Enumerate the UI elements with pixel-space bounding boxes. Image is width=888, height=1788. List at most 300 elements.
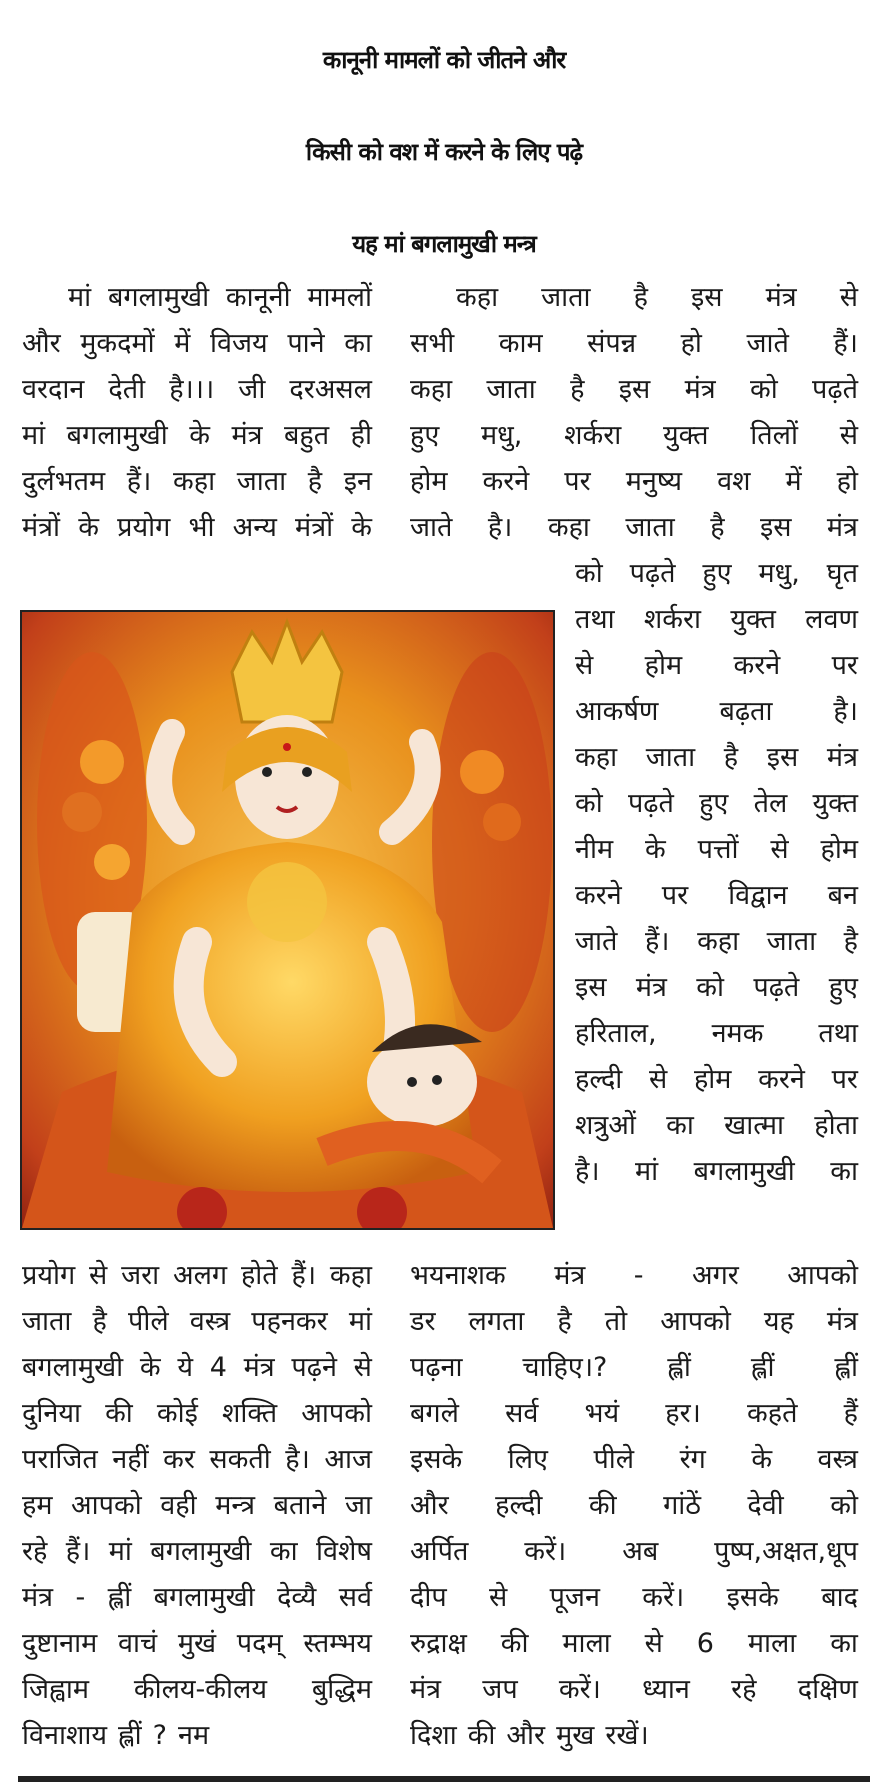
word: पर xyxy=(564,466,591,497)
word: बगलामुखी xyxy=(153,1582,255,1613)
text-line xyxy=(22,321,372,367)
word: जाते xyxy=(746,328,789,359)
word: इस xyxy=(766,742,799,773)
word: दक्षिण xyxy=(797,1674,858,1705)
word: मुकदमों xyxy=(80,328,155,359)
word: पीले xyxy=(127,1306,169,1337)
word: यह xyxy=(763,1306,794,1337)
word: सकती xyxy=(209,1444,271,1475)
word: जी xyxy=(238,374,266,405)
word: हल्दी xyxy=(495,1490,543,1521)
word: हैं। xyxy=(833,328,858,359)
word: माला xyxy=(747,1628,797,1659)
word: के xyxy=(189,420,210,451)
word: से xyxy=(649,1064,668,1095)
word: सर्व xyxy=(505,1398,539,1429)
word: मंत्रों xyxy=(295,512,334,543)
word: कहा xyxy=(575,742,618,773)
text-line xyxy=(22,505,372,551)
text-line xyxy=(22,1253,372,1299)
text-line xyxy=(22,1529,372,1575)
word: युक्त xyxy=(812,788,858,819)
word: का xyxy=(830,1156,858,1187)
word: को xyxy=(749,374,778,405)
word: पदम् xyxy=(236,1628,283,1659)
text-line xyxy=(410,1299,858,1345)
word: कर xyxy=(163,1444,195,1475)
word: भी xyxy=(188,512,215,543)
word: मंत्र xyxy=(826,1306,858,1337)
word: हुए xyxy=(702,558,732,589)
word: देव्यै xyxy=(277,1582,317,1613)
text-line xyxy=(410,459,858,505)
text-line xyxy=(410,1483,858,1529)
text-line xyxy=(410,413,858,459)
word: होम xyxy=(820,834,858,865)
text-line xyxy=(22,459,372,505)
word: हरिताल, xyxy=(575,1018,657,1049)
word: हम xyxy=(22,1490,53,1521)
word: पाने xyxy=(287,328,325,359)
word: हुए xyxy=(410,420,440,451)
word: बगलामुखी xyxy=(66,420,168,451)
text-line xyxy=(575,1103,858,1149)
word: - xyxy=(633,1260,644,1291)
word: पर xyxy=(831,650,858,681)
word: हर। xyxy=(665,1398,701,1429)
word: मंत्र xyxy=(243,1352,275,1383)
word: मन्त्र xyxy=(215,1490,256,1521)
text-line xyxy=(22,1437,372,1483)
word: वश xyxy=(717,466,751,497)
word: रहे xyxy=(731,1674,757,1705)
word: के xyxy=(139,1352,161,1383)
text-line xyxy=(410,321,858,367)
word: है xyxy=(570,374,585,405)
word: भयनाशक xyxy=(410,1260,506,1291)
word: जाता xyxy=(486,374,536,405)
word: युक्त xyxy=(730,604,776,635)
word: को xyxy=(575,558,603,589)
word: की xyxy=(588,1490,617,1521)
text-line xyxy=(575,1149,858,1195)
word: देवी xyxy=(747,1490,784,1521)
word: दिशा xyxy=(410,1720,457,1751)
word: ये xyxy=(177,1352,194,1383)
word: वही xyxy=(160,1490,197,1521)
word: नहीं xyxy=(112,1444,149,1475)
word: जाता xyxy=(541,282,591,313)
word: आपको xyxy=(301,1398,372,1429)
text-line xyxy=(575,827,858,873)
word: पढ़ते xyxy=(812,374,858,405)
word: जाते xyxy=(575,926,618,957)
text-line xyxy=(575,919,858,965)
word: आकर्षण xyxy=(575,696,659,727)
text-line xyxy=(410,1575,858,1621)
headline-line: किसी को वश में करने के लिए पढ़े xyxy=(305,138,583,166)
word: वस्त्र xyxy=(189,1306,231,1337)
word: है xyxy=(92,1306,107,1337)
word: संपन्न xyxy=(587,328,637,359)
text-line xyxy=(575,781,858,827)
word: पत्तों xyxy=(697,834,739,865)
word: काम xyxy=(498,328,543,359)
word: करें। xyxy=(642,1582,685,1613)
word: करने xyxy=(482,466,530,497)
word: से xyxy=(839,420,858,451)
text-line xyxy=(575,643,858,689)
word: है xyxy=(307,466,323,497)
word: से xyxy=(489,1582,508,1613)
word: में xyxy=(785,466,802,497)
word: के xyxy=(78,512,99,543)
word: से xyxy=(89,1260,108,1291)
word: अन्य xyxy=(232,512,277,543)
word: है। xyxy=(575,1156,600,1187)
word: से xyxy=(770,834,789,865)
word: रुद्राक्ष xyxy=(410,1628,467,1659)
word: का xyxy=(269,1536,298,1567)
word: मंत्र xyxy=(22,1582,54,1613)
word: आपको xyxy=(787,1260,858,1291)
word: चाहिए।? xyxy=(522,1352,608,1383)
word: माला xyxy=(562,1628,611,1659)
word: से xyxy=(839,282,858,313)
text-line xyxy=(22,1391,372,1437)
word: पढ़ते xyxy=(753,972,800,1003)
word: होम xyxy=(410,466,448,497)
word: के xyxy=(351,512,372,543)
headline-line: यह मां बगलामुखी मन्त्र xyxy=(352,230,536,258)
text-line xyxy=(22,367,372,413)
text-line xyxy=(22,1667,372,1713)
word: के xyxy=(644,834,666,865)
word: शत्रुओं xyxy=(575,1110,636,1141)
text-line xyxy=(410,1621,858,1667)
bottom-rule xyxy=(18,1776,870,1782)
word: इस xyxy=(575,972,607,1003)
word: तेल xyxy=(753,788,788,819)
word: पहनकर xyxy=(251,1306,328,1337)
word: हैं। xyxy=(126,466,152,497)
text-line xyxy=(22,1713,372,1759)
word: है।।। xyxy=(169,374,215,405)
word: सर्व xyxy=(338,1582,372,1613)
word: तथा xyxy=(575,604,615,635)
word: मां xyxy=(22,420,46,451)
word: पीले xyxy=(593,1444,635,1475)
word: मां xyxy=(635,1156,659,1187)
word: बगलामुखी xyxy=(22,1352,124,1383)
word: पढ़ना xyxy=(410,1352,463,1383)
word: जाता xyxy=(236,466,287,497)
goddess-baglamukhi-photo xyxy=(20,610,555,1230)
word: जरा xyxy=(121,1260,160,1291)
word: बढ़ता xyxy=(719,696,773,727)
word: दुर्लभतम xyxy=(22,466,106,497)
text-line xyxy=(22,1483,372,1529)
word: मुख xyxy=(556,1720,595,1751)
word: मंत्र xyxy=(231,420,263,451)
word: रंग xyxy=(679,1444,706,1475)
word: अगर xyxy=(691,1260,739,1291)
word: स्तम्भय xyxy=(303,1628,372,1659)
word: बगलामुखी xyxy=(107,282,210,313)
word: वरदान xyxy=(22,374,85,405)
word: पढ़ते xyxy=(629,558,676,589)
word: जाता xyxy=(766,926,817,957)
word: दीप xyxy=(410,1582,447,1613)
word: कहा xyxy=(329,1260,372,1291)
word: करें। xyxy=(558,1674,601,1705)
word: विनाशाय xyxy=(22,1720,107,1751)
word: से xyxy=(644,1628,663,1659)
text-line xyxy=(410,1667,858,1713)
word: है xyxy=(710,512,725,543)
word: मंत्र xyxy=(826,742,858,773)
word: आपको xyxy=(71,1490,142,1521)
word: ह्लीं xyxy=(834,1352,858,1383)
text-line xyxy=(22,1345,372,1391)
word: और xyxy=(410,1490,449,1521)
word: हैं। xyxy=(291,1260,317,1291)
word: से xyxy=(353,1352,372,1383)
word: मधु, xyxy=(481,420,523,451)
word: होम xyxy=(693,1064,732,1095)
text-line xyxy=(410,505,858,551)
word: की xyxy=(467,1720,496,1751)
text-line xyxy=(575,1011,858,1057)
text-line xyxy=(22,275,372,321)
word: को xyxy=(575,788,603,819)
word: प्रयोग xyxy=(22,1260,76,1291)
word: है xyxy=(843,926,858,957)
word: आज xyxy=(324,1444,372,1475)
word: बुद्धिम xyxy=(311,1674,372,1705)
word: दरअसल xyxy=(289,374,372,405)
word: और xyxy=(22,328,61,359)
text-line xyxy=(410,1437,858,1483)
word: जप xyxy=(482,1674,518,1705)
word: जा xyxy=(344,1490,372,1521)
word: की xyxy=(105,1398,133,1429)
word: और xyxy=(506,1720,546,1751)
word: लगता xyxy=(468,1306,525,1337)
word: आपको xyxy=(660,1306,731,1337)
word: मंत्र xyxy=(635,972,667,1003)
word: जिह्वाम xyxy=(22,1674,89,1705)
word: है। xyxy=(487,512,513,543)
word: है। xyxy=(833,696,858,727)
text-line xyxy=(575,873,858,919)
word: मंत्र xyxy=(554,1260,586,1291)
word: शक्ति xyxy=(221,1398,278,1429)
word: है xyxy=(557,1306,572,1337)
text-line xyxy=(575,1057,858,1103)
word: मां xyxy=(68,282,92,313)
word: मां xyxy=(348,1306,372,1337)
word: दुनिया xyxy=(22,1398,81,1429)
word: पूजन xyxy=(549,1582,600,1613)
word: इस xyxy=(618,374,651,405)
word: हुए xyxy=(699,788,729,819)
word: नमक xyxy=(711,1018,764,1049)
word: हो xyxy=(836,466,858,497)
text-line xyxy=(410,275,858,321)
text-line xyxy=(410,1529,858,1575)
word: होते xyxy=(240,1260,278,1291)
word: जाते xyxy=(410,512,453,543)
word: विद्वान xyxy=(728,880,788,911)
word: खात्मा xyxy=(724,1110,784,1141)
word: होम xyxy=(644,650,683,681)
word: रखें। xyxy=(605,1720,649,1751)
word: ही xyxy=(350,420,372,451)
word: हैं। xyxy=(65,1536,91,1567)
word: 4 xyxy=(209,1352,227,1383)
word: बगलामुखी xyxy=(150,1536,252,1567)
word: हैं xyxy=(843,1398,858,1429)
word: मंत्र xyxy=(826,512,858,543)
text-line xyxy=(410,1345,858,1391)
word: इसके xyxy=(410,1444,463,1475)
word: इन xyxy=(343,466,372,497)
word: होता xyxy=(814,1110,858,1141)
word: गांठें xyxy=(663,1490,701,1521)
text-line xyxy=(575,689,858,735)
word: करने xyxy=(758,1064,805,1095)
word: का xyxy=(830,1628,858,1659)
word: इसके xyxy=(726,1582,779,1613)
word: से xyxy=(575,650,594,681)
word: कहा xyxy=(697,926,740,957)
word: को xyxy=(696,972,725,1003)
word: जाता xyxy=(625,512,675,543)
word: सभी xyxy=(410,328,455,359)
word: मधु, xyxy=(758,558,800,589)
text-line xyxy=(575,735,858,781)
word: का xyxy=(666,1110,694,1141)
headline xyxy=(0,14,888,290)
word: पर xyxy=(831,1064,858,1095)
headline-line: कानूनी मामलों को जीतने और xyxy=(322,46,566,74)
word: नीम xyxy=(575,834,614,865)
word: की xyxy=(500,1628,529,1659)
word: शर्करा xyxy=(643,604,702,635)
word: शर्करा xyxy=(564,420,622,451)
word: कहा xyxy=(456,282,499,313)
word: वाचं xyxy=(117,1628,158,1659)
word: लवण xyxy=(805,604,858,635)
word: को xyxy=(830,1490,858,1521)
word: के xyxy=(751,1444,773,1475)
word: कोई xyxy=(156,1398,198,1429)
word: पराजित xyxy=(22,1444,98,1475)
word: हैं। xyxy=(644,926,670,957)
word: विशेष xyxy=(315,1536,372,1567)
word: कहा xyxy=(547,512,590,543)
word: है xyxy=(723,742,739,773)
text-line xyxy=(22,1575,372,1621)
word: 6 xyxy=(696,1628,714,1659)
word: करें। xyxy=(524,1536,567,1567)
text-line xyxy=(575,965,858,1011)
text-line xyxy=(575,551,858,597)
word: है xyxy=(633,282,648,313)
word: नम xyxy=(177,1720,210,1751)
word: ह्लीं xyxy=(750,1352,775,1383)
text-line xyxy=(22,413,372,459)
word: ह्लीं xyxy=(107,1582,132,1613)
text-line xyxy=(410,367,858,413)
word: जाता xyxy=(22,1306,72,1337)
word: बन xyxy=(827,880,858,911)
word: अलग xyxy=(173,1260,228,1291)
word: अब xyxy=(622,1536,659,1567)
word: कहा xyxy=(173,466,216,497)
word: डर xyxy=(410,1306,436,1337)
word: पढ़ते xyxy=(627,788,674,819)
word: देती xyxy=(108,374,146,405)
word: मनुष्य xyxy=(625,466,683,497)
word: हुए xyxy=(828,972,858,1003)
word: लिए xyxy=(507,1444,548,1475)
word: इस xyxy=(759,512,792,543)
word: मामलों xyxy=(307,282,372,313)
word: करने xyxy=(733,650,781,681)
word: अर्पित xyxy=(410,1536,469,1567)
word: पुष्प,अक्षत,धूप xyxy=(714,1536,858,1567)
word: ह्लीं xyxy=(118,1720,142,1751)
text-line xyxy=(22,1299,372,1345)
word: तथा xyxy=(818,1018,858,1049)
word: प्रयोग xyxy=(117,512,171,543)
word: है। xyxy=(285,1444,310,1475)
word: ह्लीं xyxy=(667,1352,691,1383)
word: युक्त xyxy=(663,420,709,451)
word: बहुत xyxy=(283,420,330,451)
word: कानूनी xyxy=(225,282,291,313)
word: मां xyxy=(108,1536,132,1567)
word: रहे xyxy=(22,1536,48,1567)
word: बगले xyxy=(410,1398,459,1429)
word: तिलों xyxy=(750,420,798,451)
word: बगलामुखी xyxy=(693,1156,795,1187)
word: करने xyxy=(575,880,622,911)
word: तो xyxy=(604,1306,628,1337)
word: का xyxy=(344,328,372,359)
word: मंत्र xyxy=(410,1674,442,1705)
word: मंत्रों xyxy=(22,512,61,543)
word: दुष्टानाम xyxy=(22,1628,98,1659)
word: ध्यान xyxy=(642,1674,690,1705)
word: कहते xyxy=(747,1398,798,1429)
word: भयं xyxy=(584,1398,620,1429)
text-line xyxy=(22,1621,372,1667)
word: मंत्र xyxy=(765,282,797,313)
word: बाद xyxy=(821,1582,858,1613)
text-line xyxy=(410,1713,858,1759)
word: पढ़ने xyxy=(291,1352,337,1383)
word: मुखं xyxy=(177,1628,217,1659)
word: कहा xyxy=(410,374,453,405)
word: जाता xyxy=(645,742,696,773)
word: मंत्र xyxy=(684,374,716,405)
text-line xyxy=(410,1253,858,1299)
text-line xyxy=(575,597,858,643)
word: इस xyxy=(691,282,723,313)
